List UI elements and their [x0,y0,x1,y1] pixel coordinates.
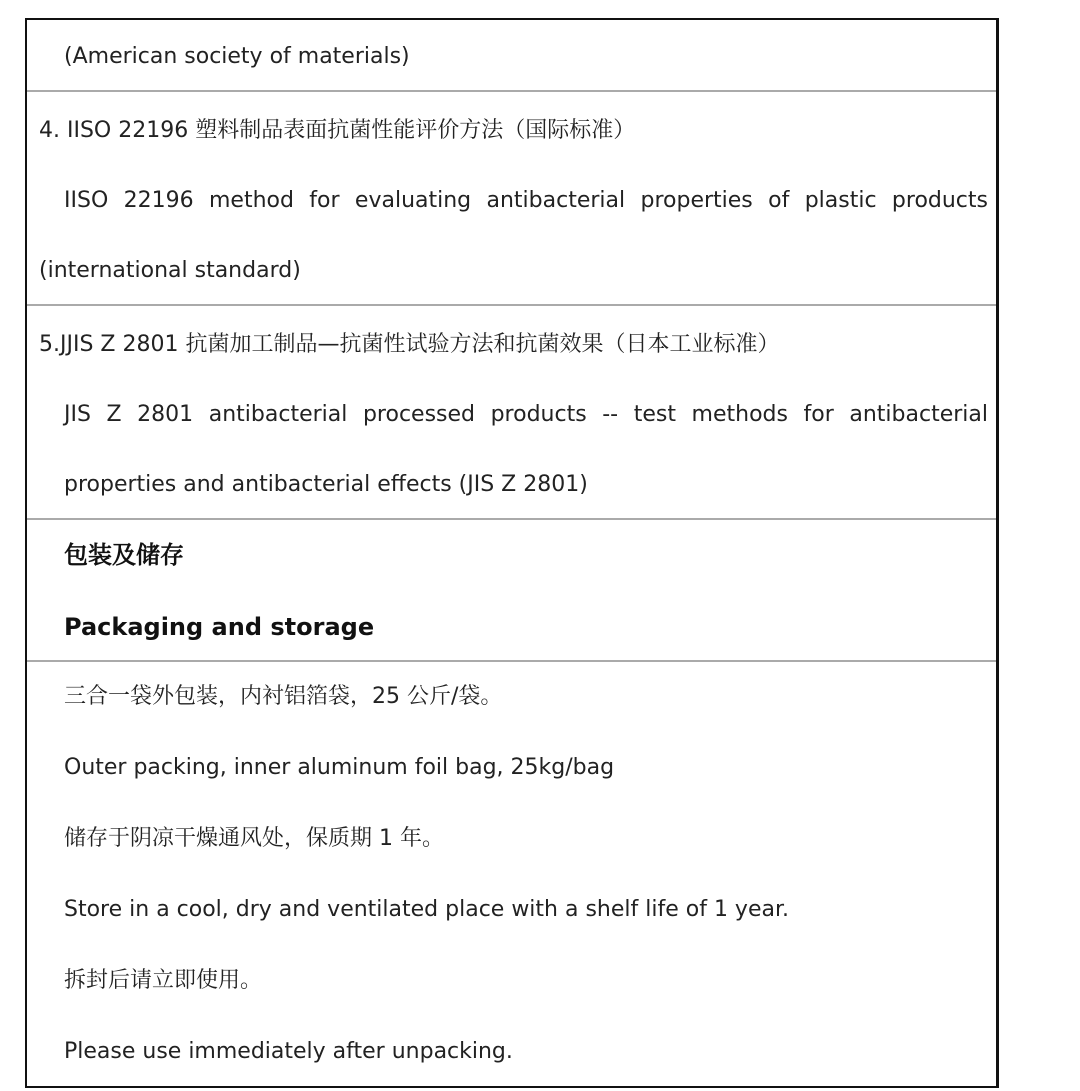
row-iso-22196 [27,92,996,306]
text-line: 拆封后请立即使用。 [64,968,263,993]
text-line: properties and antibacterial effects (JIS Z 2801) [64,472,588,497]
text-line: IISO 22196 method for evaluating antibacterial properties of plastic products [64,188,988,213]
text-line: 储存于阴凉干燥通风处，保质期 1 年。 [64,826,444,851]
section-heading-en: Packaging and storage [64,613,375,641]
text-line: 4. IISO 22196 塑料制品表面抗菌性能评价方法（国际标准） [39,118,636,143]
row-astm-note [27,20,996,92]
text-line: JIS Z 2801 antibacterial processed products -- test methods for antibacterial [64,402,988,427]
row-packaging-details [27,662,996,1086]
document-table [25,18,999,1088]
section-heading-cn: 包装及储存 [64,541,184,569]
row-packaging-heading [27,520,996,662]
text-line: 5.JJIS Z 2801 抗菌加工制品—抗菌性试验方法和抗菌效果（日本工业标准） [39,332,780,357]
text-line: 三合一袋外包装，内衬铝箔袋，25 公斤/袋。 [64,684,503,709]
text-line: (international standard) [39,258,301,283]
text-line: (American society of materials) [64,44,410,69]
text-line: Outer packing, inner aluminum foil bag, 25kg/bag [64,755,615,780]
text-line: Please use immediately after unpacking. [64,1039,513,1064]
text-line: Store in a cool, dry and ventilated place with a shelf life of 1 year. [64,897,789,922]
row-jis-z-2801 [27,306,996,520]
